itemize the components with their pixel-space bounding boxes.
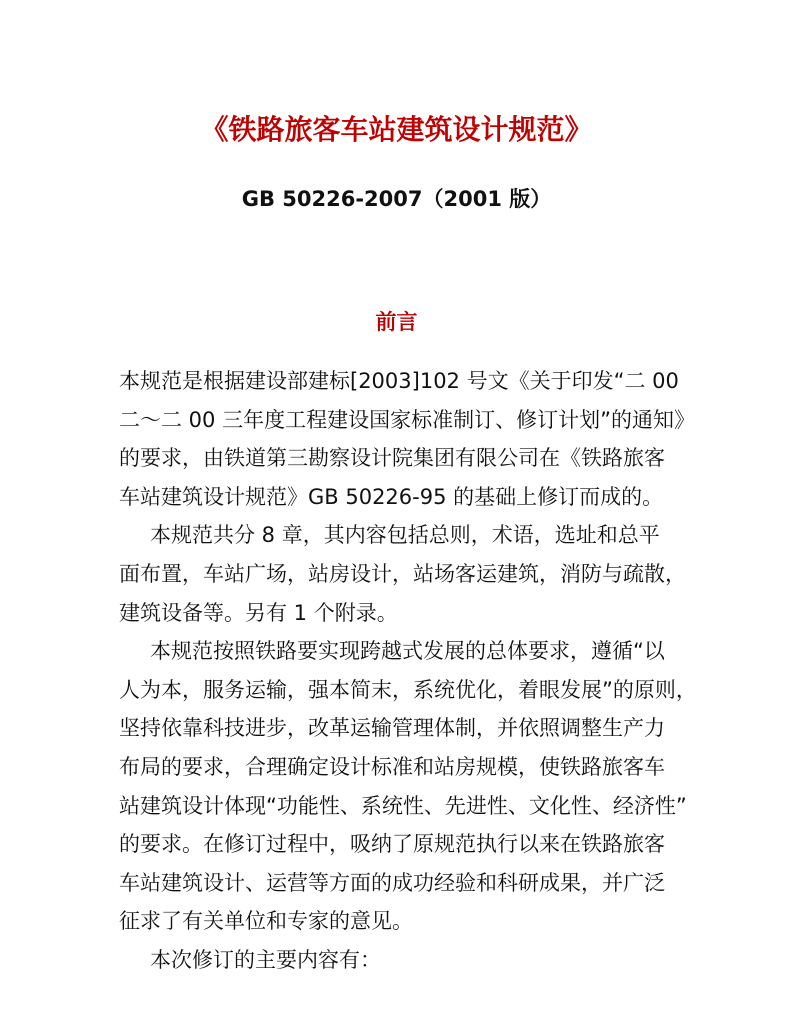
text-line: 车站建筑设计、运营等方面的成功经验和科研成果，并广泛 <box>119 870 665 895</box>
document-title: 《铁路旅客车站建筑设计规范》 <box>200 113 593 146</box>
preface-body <box>119 362 697 980</box>
text-line: 二～二 00 三年度工程建设国家标准制订、修订计划”的通知》 <box>119 407 695 432</box>
standard-number: GB 50226-2007（2001 版） <box>241 187 552 211</box>
text-line: 建筑设备等。另有 1 个附录。 <box>119 600 398 625</box>
text-line: 人为本，服务运输，强本简末，系统优化，着眼发展”的原则， <box>119 677 697 702</box>
text-line: 车站建筑设计规范》GB 50226-95 的基础上修订而成的。 <box>119 484 664 509</box>
text-line: 站建筑设计体现“功能性、系统性、先进性、文化性、经济性” <box>119 793 687 818</box>
text-line: 坚持依靠科技进步，改革运输管理体制，并依照调整生产力 <box>119 716 665 741</box>
text-line: 面布置，车站广场，站房设计，站场客运建筑，消防与疏散， <box>119 561 686 586</box>
text-line: 本规范共分 8 章，其内容包括总则，术语，选址和总平 <box>150 523 660 548</box>
text-line: 的要求，由铁道第三勘察设计院集团有限公司在《铁路旅客 <box>119 446 665 471</box>
text-line: 本规范是根据建设部建标[2003]102 号文《关于印发“二 00 <box>119 369 679 393</box>
text-line: 的要求。在修订过程中，吸纳了原规范执行以来在铁路旅客 <box>119 832 665 857</box>
text-line: 本次修订的主要内容有： <box>150 947 381 972</box>
section-heading-preface: 前言 <box>375 310 418 334</box>
text-line: 本规范按照铁路要实现跨越式发展的总体要求，遵循“以 <box>150 639 665 664</box>
text-line: 征求了有关单位和专家的意见。 <box>119 909 413 934</box>
text-line: 布局的要求，合理确定设计标准和站房规模，使铁路旅客车 <box>119 754 665 779</box>
